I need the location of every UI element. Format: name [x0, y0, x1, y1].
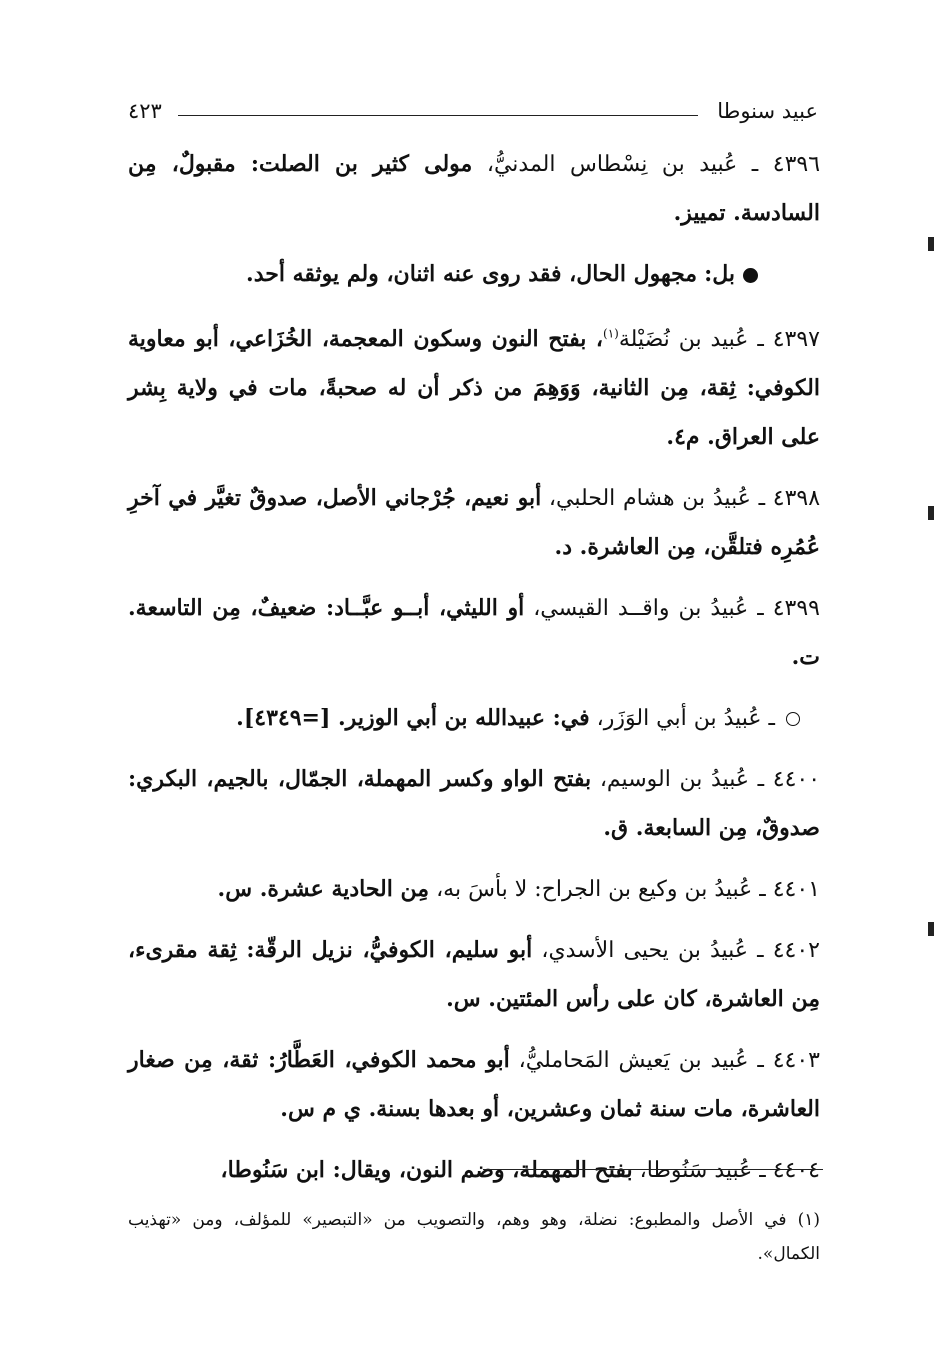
- entry-number: ٤٣٩٦: [772, 152, 821, 177]
- entry-name: عُبيدُ بن يحيى الأسدي،: [541, 938, 748, 963]
- entry-number: ٤٤٠٣: [772, 1048, 820, 1073]
- page-edge-mark: [928, 506, 934, 520]
- entry-4401: ٤٤٠١ ـ عُبيدُ بن وكيع بن الجراح: لا بأسَ به، مِن الحادية عشرة. س.: [217, 876, 820, 902]
- entry-name: عُبيد بن نُضَيْلة: [618, 327, 749, 352]
- note-text: مجهول الحال، فقد روى عنه اثنان، ولم يوثقه أحد.: [246, 261, 698, 287]
- running-title: عبيد سنوطا: [717, 99, 818, 123]
- footnote-marker: (١): [603, 326, 619, 341]
- editor-note: [128, 250, 820, 299]
- page-number: ٤٢٣: [128, 99, 162, 123]
- page-edge-mark: [928, 237, 934, 251]
- entry-text: في: عبيدالله بن أبي الوزير. [=٤٣٤٩].: [236, 705, 590, 731]
- entry-4400: ٤٤٠٠ ـ عُبيدُ بن الوسيم، بفتح الواو وكسر المهملة، الجمّال، بالجيم، البكري: صدوقٌ، مِن السابعة. ق.: [128, 766, 821, 841]
- entry-name: عُبيدُ بن وكيع بن الجراح: لا بأسَ به،: [436, 877, 753, 902]
- entry-4403: ٤٤٠٣ ـ عُبيد بن يَعيش المَحامليُّ، أبو محمد الكوفي، العَطَّارُ: ثقة، مِن صغار العاشرة، مات سنة ثمان وعشرين، أو بعدها بسنة. ي م س.: [128, 1047, 820, 1122]
- entry-name: عُبيدُ بن واقــد القيسي،: [533, 596, 749, 621]
- entry-number: ٤٣٩٩: [772, 596, 820, 621]
- entry-text: أو الليثي، أبــو عبَّــاد: ضعيفٌ، مِن التاسعة. ت.: [128, 595, 820, 670]
- bullet-icon: [743, 268, 758, 283]
- entry-text: مِن الحادية عشرة. س.: [217, 876, 430, 902]
- entry-text: بفتح الواو وكسر المهملة، الجمّال، بالجيم، البكري: صدوقٌ، مِن السابعة. ق.: [128, 766, 820, 841]
- entries-body: [128, 140, 820, 1207]
- footnote-separator: [483, 1169, 823, 1170]
- entry-name: عُبيدُ بن أبي الوَزَر،: [596, 706, 762, 731]
- cross-reference-entry: ـ عُبيدُ بن أبي الوَزَر، في: عبيدالله بن أبي الوزير. [=٤٣٤٩].: [128, 694, 820, 743]
- entry-text: أبو سليم، الكوفيُّ، نزيل الرقّة: ثِقة مقرىء، مِن العاشرة، كان على رأس المئتين. س.: [128, 937, 820, 1012]
- entry-number: ٤٣٩٨: [772, 486, 821, 511]
- entry-4398: ٤٣٩٨ ـ عُبيدُ بن هشام الحلبي، أبو نعيم، جُرْجاني الأصل، صدوقٌ تغيَّر في آخرِ عُمُرِه فتلقَّن، مِن العاشرة. د.: [128, 485, 821, 560]
- entry-number: ٤٣٩٧: [772, 327, 820, 352]
- entry-name: عُبيدُ بن هشام الحلبي،: [548, 486, 751, 511]
- entry-number: ٤٤٠٢: [772, 938, 820, 963]
- entry-number: ٤٤٠٠: [772, 767, 821, 792]
- entry-text: أبو نعيم، جُرْجاني الأصل، صدوقٌ تغيَّر في آخرِ عُمُرِه فتلقَّن، مِن العاشرة. د.: [128, 485, 820, 560]
- entry-4402: ٤٤٠٢ ـ عُبيدُ بن يحيى الأسدي، أبو سليم، الكوفيُّ، نزيل الرقّة: ثِقة مقرىء، مِن العاشرة، كان على رأس المئتين. س.: [128, 937, 820, 1012]
- header-rule: [178, 115, 698, 116]
- entry-text: بفتح المهملة، وضم النون، ويقال: ابن سَنُوطا،: [220, 1157, 633, 1183]
- circle-icon: [786, 712, 800, 726]
- entry-name: عُبيد بن نِسْطاس المدنيُّ،: [486, 152, 738, 177]
- entry-name: عُبيد سَنُوطا،: [639, 1158, 753, 1183]
- entry-number: ٤٤٠١: [772, 877, 820, 902]
- running-header: [128, 96, 818, 132]
- page-edge-mark: [928, 922, 934, 936]
- entry-text: أبو محمد الكوفي، العَطَّارُ: ثقة، مِن صغار العاشرة، مات سنة ثمان وعشرين، أو بعدها بسنة. ي م س.: [128, 1047, 820, 1122]
- entry-4397: ٤٣٩٧ ـ عُبيد بن نُضَيْلة$^{(١)}$، بفتح النون وسكون المعجمة، الخُزَاعي، أبو معاوية الكوفي: ثِقة، مِن الثانية، وَوَهِمَ من ذكر أن له صحبةً، مات في ولاية بِشر على العراق. م٤.: [128, 326, 820, 450]
- entry-4396: ٤٣٩٦ ـ عُبيد بن نِسْطاس المدنيُّ، مولى كثير بن الصلت: مقبولٌ، مِن السادسة. تمييز.: [128, 151, 821, 226]
- entry-name: عُبيدُ بن الوسيم،: [599, 767, 749, 792]
- entry-4404: ٤٤٠٤ ـ عُبيد سَنُوطا، بفتح المهملة، وضم النون، ويقال: ابن سَنُوطا،: [220, 1157, 820, 1183]
- note-lead: بل:: [704, 261, 735, 287]
- entry-4399: ٤٣٩٩ ـ عُبيدُ بن واقــد القيسي، أو الليثي، أبــو عبَّــاد: ضعيفٌ، مِن التاسعة. ت.: [128, 595, 820, 670]
- entry-text: مولى كثير بن الصلت: مقبولٌ، مِن السادسة. تمييز.: [128, 151, 820, 226]
- entry-text: ، بفتح النون وسكون المعجمة، الخُزَاعي، أبو معاوية الكوفي: ثِقة، مِن الثانية، وَوَهِمَ من ذكر أن له صحبةً، مات في ولاية بِشر على العراق. م٤.: [128, 326, 820, 450]
- footnote: (١) في الأصل والمطبوع: نضلة، وهو وهم، والتصويب من «التبصير» للمؤلف، ومن «تهذيب الكمال».: [128, 1210, 820, 1264]
- entry-number: ٤٤٠٤: [772, 1158, 820, 1183]
- entry-name: عُبيد بن يَعيش المَحامليُّ،: [518, 1048, 749, 1073]
